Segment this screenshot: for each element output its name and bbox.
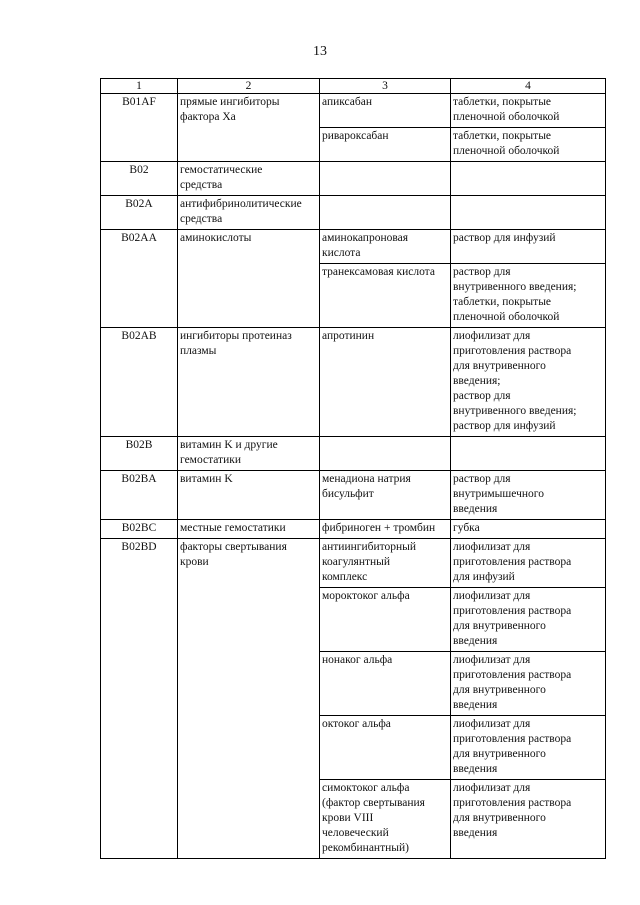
dosage-form-cell: лиофилизат для приготовления раствора для внутривенного введения; раствор для внутривенного введения; раствор для инфузий	[451, 328, 606, 437]
dosage-form-cell: губка	[451, 520, 606, 539]
dosage-form-cell: лиофилизат для приготовления раствора для внутривенного введения	[451, 652, 606, 716]
dosage-form-cell: таблетки, покрытые пленочной оболочкой	[451, 128, 606, 162]
column-header: 3	[320, 79, 451, 94]
dosage-form-cell: лиофилизат для приготовления раствора для внутривенного введения	[451, 716, 606, 780]
dosage-form-cell	[451, 437, 606, 471]
drug-name-cell: антиингибиторный коагулянтный комплекс	[320, 539, 451, 588]
drug-name-cell: апротинин	[320, 328, 451, 437]
drug-name-cell: менадиона натрия бисульфит	[320, 471, 451, 520]
group-cell: антифибринолитические средства	[178, 196, 320, 230]
drug-name-cell: фибриноген + тромбин	[320, 520, 451, 539]
drug-name-cell: ривароксабан	[320, 128, 451, 162]
column-header: 2	[178, 79, 320, 94]
group-cell: ингибиторы протеиназ плазмы	[178, 328, 320, 437]
page-number: 13	[313, 44, 327, 59]
dosage-form-cell: лиофилизат для приготовления раствора для внутривенного введения	[451, 780, 606, 859]
dosage-form-cell	[451, 196, 606, 230]
dosage-form-cell	[451, 162, 606, 196]
drug-name-cell: апиксабан	[320, 94, 451, 128]
group-cell: витамин K и другие гемостатики	[178, 437, 320, 471]
drug-name-cell: симоктоког альфа (фактор свертывания крови VIII человеческий рекомбинантный)	[320, 780, 451, 859]
table-row	[101, 230, 606, 264]
group-cell: факторы свертывания крови	[178, 539, 320, 859]
dosage-form-cell: раствор для внутривенного введения; таблетки, покрытые пленочной оболочкой	[451, 264, 606, 328]
drug-name-cell	[320, 196, 451, 230]
atc-code-cell: B02AB	[101, 328, 178, 437]
drug-name-cell: аминокапроновая кислота	[320, 230, 451, 264]
table-row	[101, 539, 606, 588]
group-cell: прямые ингибиторы фактора Xa	[178, 94, 320, 162]
table-row	[101, 94, 606, 128]
group-cell: местные гемостатики	[178, 520, 320, 539]
group-cell: витамин K	[178, 471, 320, 520]
table-row	[101, 437, 606, 471]
atc-code-cell: B02A	[101, 196, 178, 230]
table-row	[101, 520, 606, 539]
atc-code-cell: B02BD	[101, 539, 178, 859]
dosage-form-cell: лиофилизат для приготовления раствора для внутривенного введения	[451, 588, 606, 652]
atc-code-cell: B01AF	[101, 94, 178, 162]
atc-code-cell: B02B	[101, 437, 178, 471]
drug-name-cell: транексамовая кислота	[320, 264, 451, 328]
drug-name-cell: октоког альфа	[320, 716, 451, 780]
dosage-form-cell: таблетки, покрытые пленочной оболочкой	[451, 94, 606, 128]
atc-code-cell: B02	[101, 162, 178, 196]
column-header: 1	[101, 79, 178, 94]
drug-name-cell: мороктоког альфа	[320, 588, 451, 652]
table-row	[101, 328, 606, 437]
dosage-form-cell: раствор для инфузий	[451, 230, 606, 264]
column-header: 4	[451, 79, 606, 94]
drug-name-cell: нонаког альфа	[320, 652, 451, 716]
table-row	[101, 162, 606, 196]
table-row	[101, 471, 606, 520]
header-row	[101, 79, 606, 94]
drug-name-cell	[320, 437, 451, 471]
dosage-form-cell: лиофилизат для приготовления раствора для инфузий	[451, 539, 606, 588]
atc-code-cell: B02BA	[101, 471, 178, 520]
group-cell: гемостатические средства	[178, 162, 320, 196]
table-row	[101, 196, 606, 230]
medication-table	[100, 78, 606, 859]
drug-name-cell	[320, 162, 451, 196]
group-cell: аминокислоты	[178, 230, 320, 328]
atc-code-cell: B02AA	[101, 230, 178, 328]
dosage-form-cell: раствор для внутримышечного введения	[451, 471, 606, 520]
atc-code-cell: B02BC	[101, 520, 178, 539]
